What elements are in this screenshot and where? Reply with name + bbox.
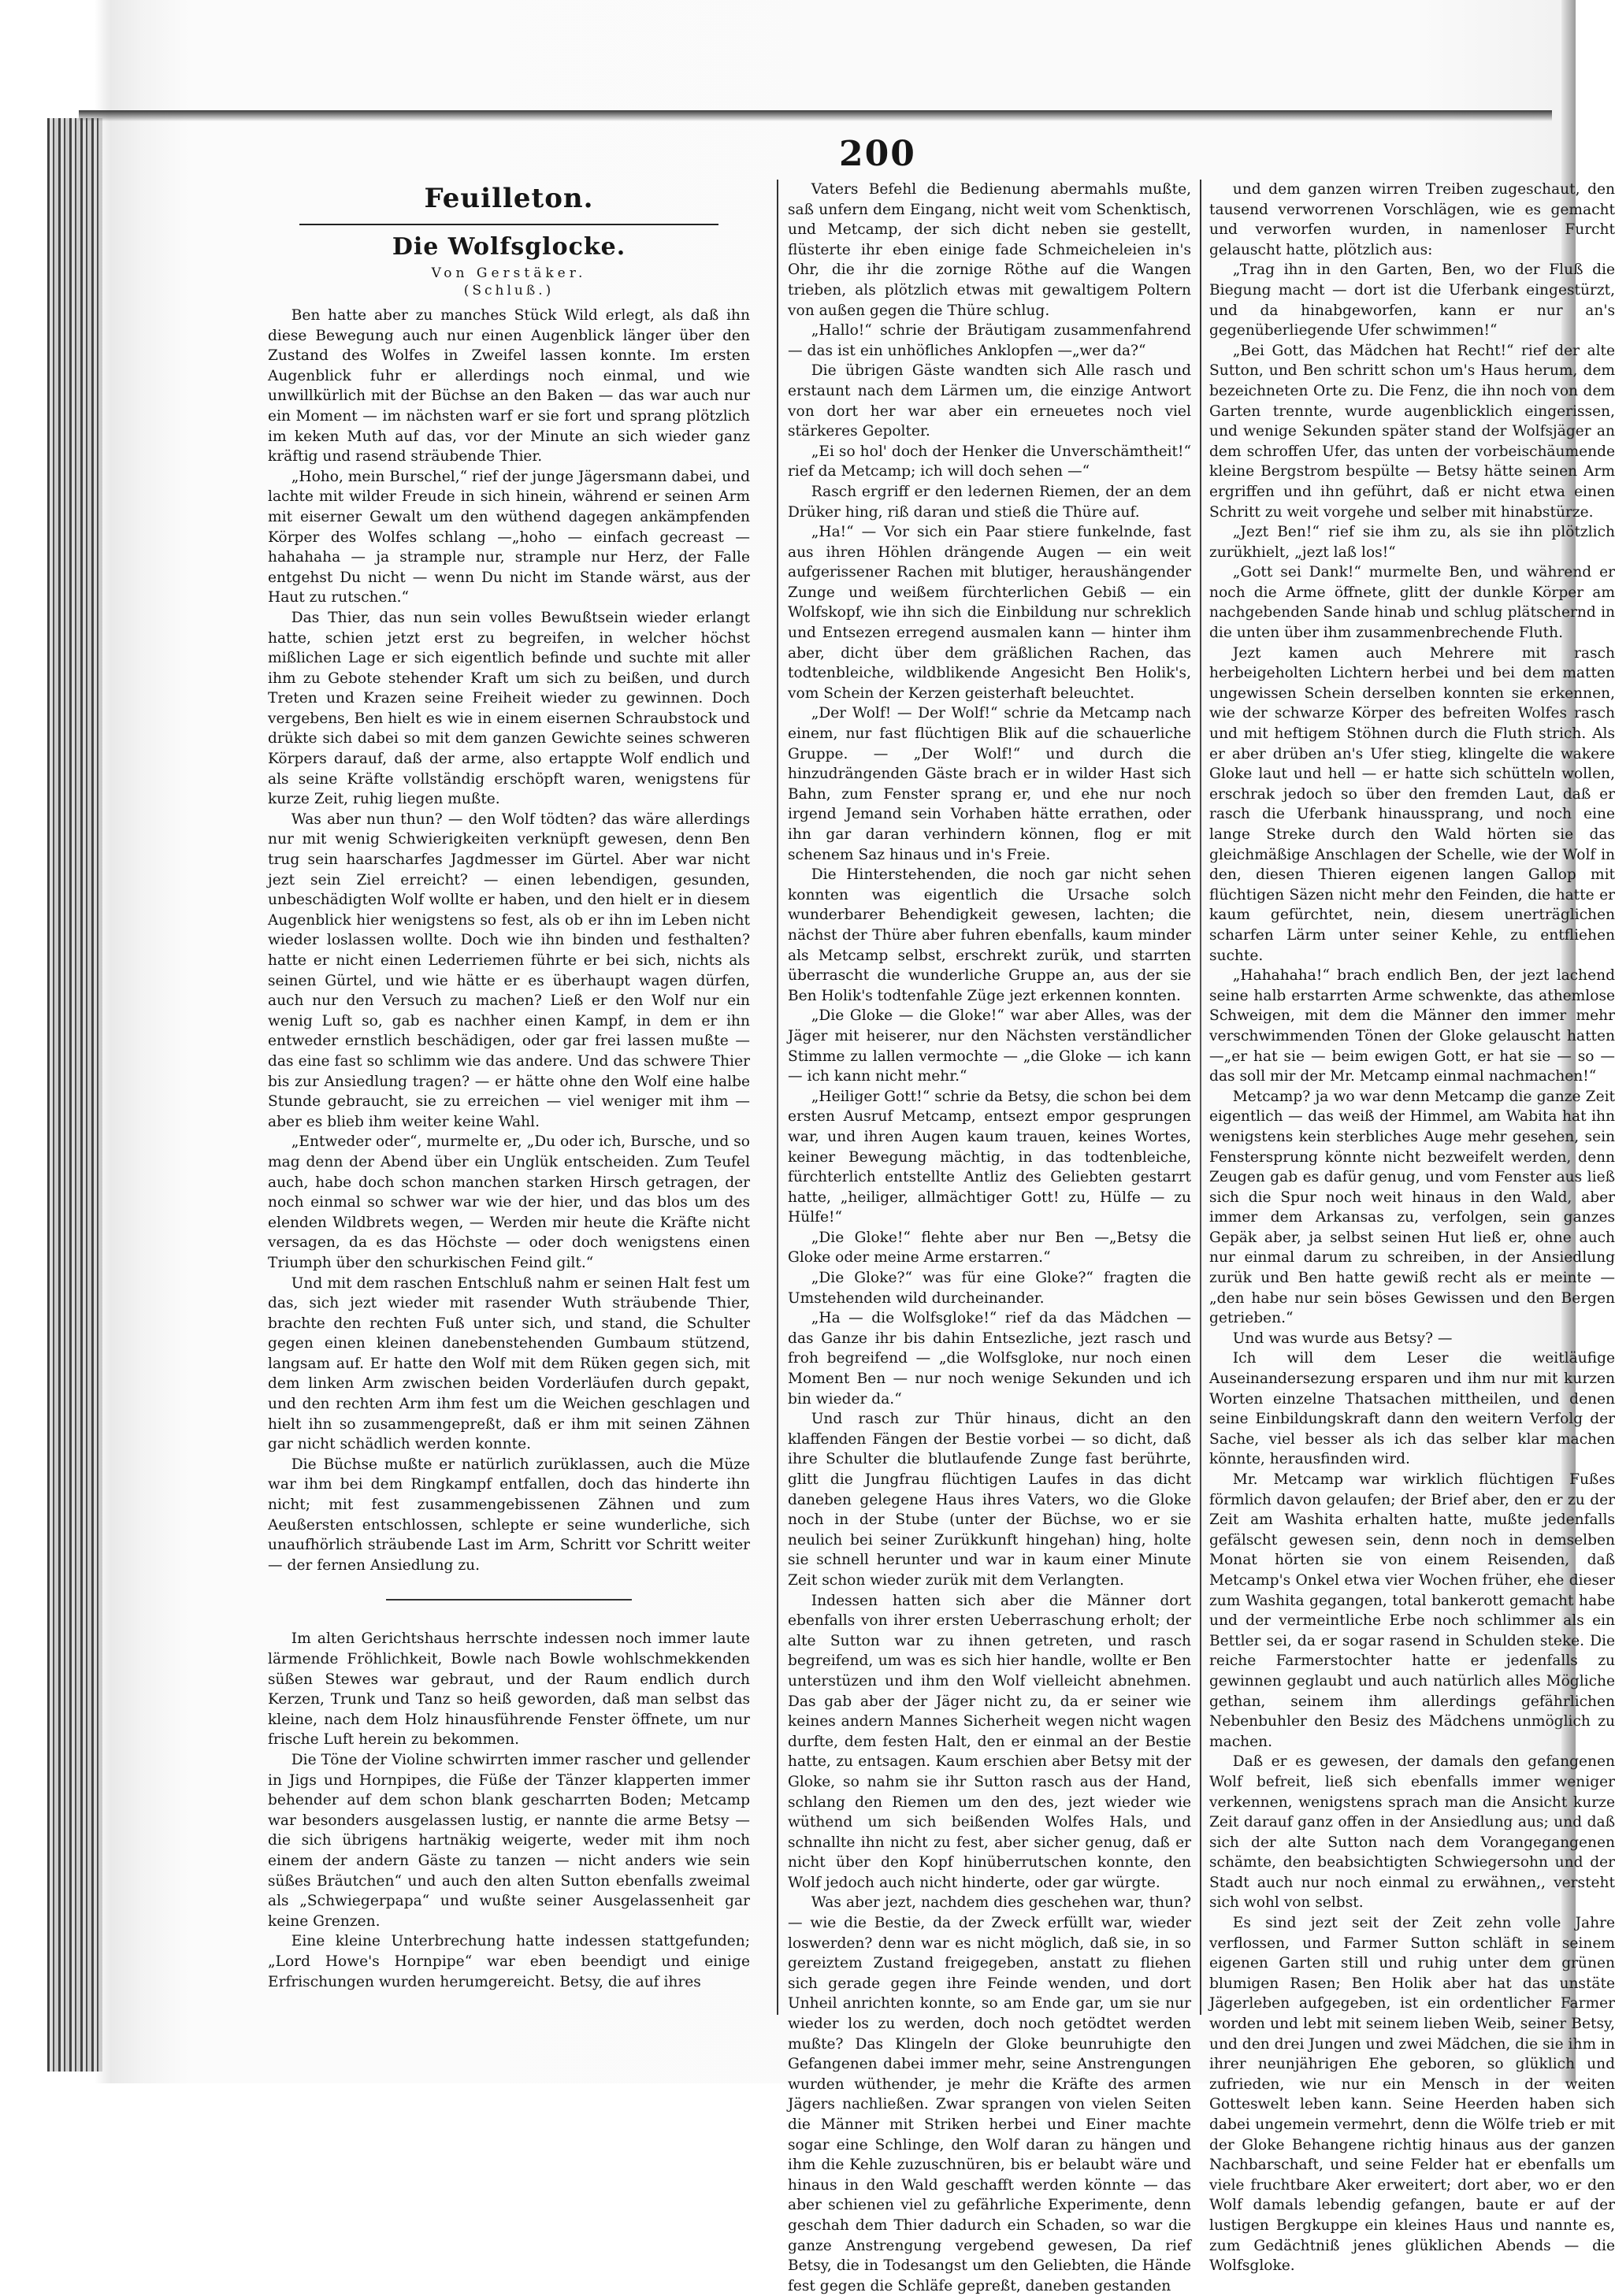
title-divider xyxy=(299,224,718,225)
conclusion-note: (Schluß.) xyxy=(463,283,555,299)
paragraph: und dem ganzen wirren Treiben zugeschaut, den tausend verworrenen Vorschlägen, wie es gemacht und verworfen wurden, in namenloser Furcht gelauscht hatte, plötzlich aus: xyxy=(1209,181,1615,258)
paragraph: Und rasch zur Thür hinaus, dicht an den klaffenden Fängen der Bestie vorbei — so dicht, daß ihre Schulter die blutlaufende Zunge fast berührte, glitt die Jungfrau flüchtigen Laufes in das dicht daneben gelegene Haus ihres Vaters, wo die Gloke noch in der Stube (unter der Büchse, wo er sie neulich bei seiner Zurükkunft hingehan) hing, holte sie schnell herunter und war in kaum einer Minute Zeit schon wieder zurük mit dem Verlangten. xyxy=(788,1411,1191,1589)
paragraph: „Jezt Ben!“ rief sie ihm zu, als sie ihn plötzlich zurükhielt, „jezt laß los!“ xyxy=(1209,524,1615,561)
paragraph: Rasch ergriff er den ledernen Riemen, der an dem Drüker hing, riß daran und stieß die Thüre auf. xyxy=(788,483,1191,521)
paragraph: Was aber nun thun? — den Wolf tödten? das wäre allerdings nur mit wenig Schwierigkeiten verknüpft gewesen, denn Ben trug sein haarscharfes Jagdmesser im Gürtel. Aber war nicht jezt sein Ziel erreicht? — einen lebendigen, gesunden, unbeschädigten Wolf wollte er haben, und den hielt er in diesem Augenblick hier wenigstens so fest, als ob er ihn im Leben nicht wieder loslassen wollte. Doch wie ihn binden und festhalten? hatte er nicht einen Lederriemen führte er bei sich, nichts als seinen Gürtel, und wie hätte er es überhaupt wagen dürfen, auch nur den Versuch zu machen? Ließ er den Wolf nur ein wenig Luft so, gab es nachher einen Kampf, in dem er ihn entweder ernstlich beschädigen, oder gar frei lassen mußte — das eine fast so schlimm wie das andere. Und das schwere Thier bis zur Ansiedlung tragen? — er hätte ohne den Wolf eine halbe Stunde gebraucht, sie zu erreichen — viel weniger mit ihm — aber es blieb ihm weiter keine Wahl. xyxy=(268,810,750,1130)
paragraph: Und mit dem raschen Entschluß nahm er seinen Halt fest um das, sich jezt wieder mit rasender Wuth sträubende Thier, brachte den rechten Fuß unter sich, und stand, die Schulter gegen einen kleinen danebenstehenden Gumbaum stützend, langsam auf. Er hatte den Wolf mit dem Rüken gegen sich, mit dem linken Arm zwischen beiden Vorderläufen durch gepakt, und den rechten Arm ihm fest um die Weichen geschlagen und hielt ihn so zusammengepreßt, daß er ihm mit seinen Zähnen gar nicht schädlich werden konnte. xyxy=(268,1274,750,1453)
paragraph: Es sind jezt seit der Zeit zehn volle Jahre verflossen, und Farmer Sutton schläft in seinem eigenen Garten still und ruhig unter dem grünen blumigen Rasen; Ben Holik aber hat das unstäte Jägerleben aufgegeben, ist ein ordentlicher Farmer worden und lebt mit seinem lieben Weib, seiner Betsy, und den drei Jungen und zwei Mädchen, die sie ihm in ihrer neunjährigen Ehe geboren, so glüklich und zufrieden, wie nur ein Mensch in der weiten Gotteswelt leben kann. Seine Heerden haben sich dabei ungemein vermehrt, denn die Wölfe trieb er mit der Gloke Behangene richtig hinaus aus der ganzen Nachbarschaft, und seine Felder hat er ebenfalls um viele fruchtbare Aker erweitert; dort aber, wo er den Wolf damals lebendig gefangen, baute er auf der lustigen Bergkuppe ein kleines Haus und nannte es, zum Gedächtniß jenes glüklichen Abends — die Wolfsgloke. xyxy=(1209,1915,1615,2275)
story-part-1 xyxy=(268,306,750,1575)
book-binding-edge xyxy=(47,118,102,2072)
paragraph: Jezt kamen auch Mehrere mit rasch herbeigeholten Lichtern herbei und bei dem matten ungewissen Schein derselben konnten sie erkennen, wie der schwarze Körper des befreiten Wolfes rasch und mit heftigem Stöhnen durch die Fluth strich. Als er aber drüben an's Ufer stieg, klingelte die wakere Gloke laut und hell — er hatte sich schütteln wollen, erschrak jedoch so über den fremden Laut, daß er rasch die Uferbank hinaussprang, und noch eine lange Streke durch den Wald hörten sie das gleichmäßige Anschlagen der Schelle, wie der Wolf in den, diesen Thieren eigenen langen Gallop mit flüchtigen Säzen nicht mehr den Feinden, die hatte er kaum gefürchtet, nein, diesem unerträglichen scharfen Lärm unter seiner Kehle, zu entfliehen suchte. xyxy=(1209,644,1615,964)
story-part-2 xyxy=(268,1629,750,1992)
paragraph: Im alten Gerichtshaus herrschte indessen noch immer laute lärmende Fröhlichkeit, Bowle nach Bowle wohlschmekkenden süßen Stewes war gebraut, und der Raum endlich durch Kerzen, Trunk und Tanz so heiß geworden, daß man selbst das kleine, nach dem Holz hinausführende Fenster öffnete, um nur frische Luft herein zu bekommen. xyxy=(268,1630,750,1749)
author-line: Von Gerstäker. xyxy=(431,265,587,281)
paragraph: Ich will dem Leser die weitläufige Auseinandersezung ersparen und ihm nur mit kurzen Worten einzelne Thatsachen mittheilen, und denen seine Einbildungskraft dann den weitern Verfolg der Sache, viel besser als ich das selber klar machen könnte, herausfinden wird. xyxy=(1209,1350,1615,1468)
paragraph: Vaters Befehl die Bedienung abermahls mußte, saß unfern dem Eingang, nicht weit vom Schenktisch, und Metcamp, der sich dicht neben sie gestellt, flüsterte ihr eben einige fade Schmeicheleien in's Ohr, die ihr die zornige Röthe auf die Wangen trieben, als plötzlich etwas mit gewaltigem Poltern von außen gegen die Thüre schlug. xyxy=(788,181,1191,319)
column-rule-1 xyxy=(777,180,778,2015)
paragraph: Mr. Metcamp war wirklich flüchtigen Fußes förmlich davon gelaufen; der Brief aber, den er zu der Zeit am Washita erhalten hatte, mußte jedenfalls gefälscht gewesen sein, denn noch in demselben Monat hörten sie von einem Reisenden, daß Metcamp's Onkel etwa vier Wochen früher, ehe dieser zum Washita gegangen, total bankerott gemacht habe und der vermeintliche Erbe noch schlimmer als ein Bettler sei, da er sogar rasend in Schulden steke. Die reiche Farmerstochter hatte er jedenfalls zu gewinnen geglaubt und auch natürlich alles Mögliche gethan, seinem ihm allerdings gefährlichen Nebenbuhler den Besiz des Mädchens unmöglich zu machen. xyxy=(1209,1471,1615,1750)
paragraph: Die Hinterstehenden, die noch gar nicht sehen konnten was eigentlich die Ursache solch wunderbarer Behendigkeit gewesen, lachten; die nächst der Thüre aber fuhren ebenfalls, kaum minder als Metcamp selbst, erschrekt zurük, und starrten überrascht die wunderliche Gruppe an, aus der sie Ben Holik's todtenfahle Züge jezt erkennen konnten. xyxy=(788,866,1191,1004)
paragraph: „Gott sei Dank!“ murmelte Ben, und während er noch die Arme öffnete, glitt der dunkle Körper am nachgebenden Sande hinab und schlug plätschernd in die unten über ihm zusammenbrechende Fluth. xyxy=(1209,564,1615,642)
paragraph: „Die Gloke — die Gloke!“ war aber Alles, was der Jäger mit heiserer, nur den Nächsten verständlicher Stimme zu lallen vermochte — „die Gloke — ich kann — ich kann nicht mehr.“ xyxy=(788,1007,1191,1085)
page-number: 200 xyxy=(839,134,916,174)
paragraph: Die Büchse mußte er natürlich zurüklassen, auch die Müze war ihm bei dem Ringkampf entfallen, doch das hinderte ihn nicht; mit fest zusammengebissenen Zähnen und zum Aeußersten entschlossen, schlepte er seine wunderliche, sich unaufhörlich sträubende Last im Arm, Schritt vor Schritt weiter — der fernen Ansiedlung zu. xyxy=(268,1456,750,1574)
paragraph: „Hahahaha!“ brach endlich Ben, der jezt lachend seine halb erstarrten Arme schwenkte, das athemlose Schweigen, mit dem die Männer den immer mehr verschwimmenden Tönen der Gloke gelauscht hatten —„er hat sie — beim ewigen Gott, er hat sie — so — das soll mir der Mr. Metcamp einmal nachmachen!“ xyxy=(1209,967,1615,1085)
paragraph: „Hallo!“ schrie der Bräutigam zusammenfahrend — das ist ein unhöfliches Anklopfen —„wer da?“ xyxy=(788,322,1191,359)
page-body xyxy=(102,118,1615,2294)
paragraph: Daß er es gewesen, der damals den gefangenen Wolf befreit, ließ sich ebenfalls immer weniger verkennen, wenigstens sprach man die Ansicht kurze Zeit darauf ganz offen in der Ansiedlung aus; und daß sich der alte Sutton nach dem Vorangegangenen schämte, den beabsichtigten Schwiegersohn und der Stadt auch nur noch einmal zu erwähnen,, versteht sich wohl von selbst. xyxy=(1209,1753,1615,1912)
column-rule-2 xyxy=(1200,180,1201,2015)
paragraph: Ben hatte aber zu manches Stück Wild erlegt, als daß ihn diese Bewegung auch nur einen Augenblick länger über den Zustand des Wolfes in Zweifel lassen konnte. Im ersten Augenblick fuhr er allerdings noch einmal, und wie unwillkürlich mit der Büchse an den Baken — das war auch nur ein Moment — im nächsten warf er sie fort und sprang plötzlich im keken Muth auf das, vor der Minute an sich wieder ganz kräftig und rasend sträubende Thier. xyxy=(268,307,750,466)
paragraph: „Trag ihn in den Garten, Ben, wo der Fluß die Biegung macht — dort ist die Uferbank eingestürzt, und da hinabgeworfen, kann er nur an's gegenüberliegende Ufer schwimmen!“ xyxy=(1209,261,1615,339)
paragraph: „Der Wolf! — Der Wolf!“ schrie da Metcamp nach einem, nur fast flüchtigen Blik auf die schauerliche Gruppe. — „Der Wolf!“ und durch die hinzudrängenden Gäste brach er in wilder Hast sich Bahn, zum Fenster sprang er, und ehe nur noch irgend Jemand sein Vorhaben hätte errathen, oder ihn gar daran verhindern können, flog er mit schenem Saz hinaus und in's Freie. xyxy=(788,705,1191,863)
section-title: Feuilleton. xyxy=(424,183,594,214)
paragraph: „Ha — die Wolfsgloke!“ rief da das Mädchen — das Ganze ihr bis dahin Entsezliche, jezt rasch und froh begreifend — „die Wolfsgloke, nur noch einen Moment Ben — nur noch wenige Sekunden und ich bin wieder da.“ xyxy=(788,1310,1191,1408)
column-1 xyxy=(268,180,750,2054)
paragraph: Die übrigen Gäste wandten sich Alle rasch und erstaunt nach dem Lärmen um, die einzige Antwort von dort her war aber ein erneuetes noch viel stärkeres Gepolter. xyxy=(788,362,1191,440)
column-3 xyxy=(1209,180,1615,2275)
paragraph: Indessen hatten sich aber die Männer dort ebenfalls von ihrer ersten Ueberraschung erholt; der alte Sutton war zu ihnen getreten, und rasch begreifend, um was es sich hier handle, wollte er Ben unterstüzen und ihm den Wolf vielleicht abnehmen. Das gab aber der Jäger nicht zu, da er seiner wie keines andern Mannes Sicherheit wegen nicht wagen durfte, dem festen Halt, den er einmal an der Bestie hatte, zu entsagen. Kaum erschien aber Betsy mit der Gloke, so nahm sie ihr Sutton rasch aus der Hand, schlang den Riemen um den des, jezt wieder wie wüthend um sich beißenden Wolfes Hals, und schnallte ihn nicht zu fest, aber sicher genug, daß er nicht über den Kopf hinüberrutschen konnte, den Wolf jedoch auch nicht hinderte, oder gar würgte. xyxy=(788,1592,1191,1891)
paragraph: „Heiliger Gott!“ schrie da Betsy, die schon bei dem ersten Ausruf Metcamp, entsezt empor gesprungen war, und ihren Augen kaum trauen, keines Wortes, keiner Bewegung mächtig, in das todtenbleiche, fürchterlich entstellte Antliz des Geliebten gestarrt hatte, „heiliger, allmächtiger Gott! zu, Hülfe — zu Hülfe!“ xyxy=(788,1088,1191,1226)
paragraph: „Ha!“ — Vor sich ein Paar stiere funkelnde, fast aus ihren Höhlen drängende Augen — ein weit aufgerissener Rachen mit blutiger, heraushängender Zunge und weißem fürchterlichen Gebiß — ein Wolfskopf, wie ihn sich die Einbildung nur schreklich und Entsezen erregend ausmalen kann — hinter ihm aber, dicht über dem gräßlichen Rachen, das todtenbleiche, wildblikende Angesicht Ben Holik's, vom Schein der Kerzen geisterhaft beleuchtet. xyxy=(788,524,1191,702)
column-2 xyxy=(788,180,1191,2294)
paragraph: Eine kleine Unterbrechung hatte indessen stattgefunden; „Lord Howe's Hornpipe“ war eben beendigt und einige Erfrischungen wurden herumgereicht. Betsy, die auf ihres xyxy=(268,1933,750,1990)
paragraph: „Die Gloke?“ was für eine Gloke?“ fragten die Umstehenden wild durcheinander. xyxy=(788,1270,1191,1307)
paragraph: „Hoho, mein Burschel,“ rief der junge Jägersmann dabei, und lachte mit wilder Freude in sich hinein, während er seinen Arm mit eiserner Gewalt um den wüthend dagegen ankämpfenden Körper des Wolfes schlang —„hoho — einfach gecreast — hahahaha — ja strample nur, strample nur Herz, der Falle entgehst Du nicht — wenn Du nicht im Stande wärst, aus der Haut zu rutschen.“ xyxy=(268,468,750,606)
paragraph: „Die Gloke!“ flehte aber nur Ben —„Betsy die Gloke oder meine Arme erstarren.“ xyxy=(788,1229,1191,1267)
paragraph: Und was wurde aus Betsy? — xyxy=(1232,1330,1453,1347)
paragraph: „Ei so hol' doch der Henker die Unverschämtheit!“ rief da Metcamp; ich will doch sehen —“ xyxy=(788,443,1191,480)
paragraph: „Entweder oder“, murmelte er, „Du oder ich, Bursche, und so mag denn der Abend über ein Unglük entscheiden. Zum Teufel auch, habe doch schon manchen starken Hirsch getragen, der noch einmal so schwer war wie der hier, und das blos um des elenden Wildbrets wegen, — Werden mir heute die Kräfte nicht versagen, da es das Höchste — oder doch wenigstens einen Triumph über den schurkischen Feind gilt.“ xyxy=(268,1133,750,1271)
paragraph: Das Thier, das nun sein volles Bewußtsein wieder erlangt hatte, schien jetzt erst zu begreifen, in welcher höchst mißlichen Lage er sich eigentlich befinde und suchte mit aller ihm zu Gebote stehender Kraft um sich zu beißen, und durch Treten und Krazen seine Freiheit wieder zu gewinnen. Doch vergebens, Ben hielt es wie in einem eisernen Schraubstock und drükte sich dabei so mit dem ganzen Gewichte seines schweren Körpers darauf, daß der arme, also ertappte Wolf endlich und als seine Kräfte vollständig erschöpft waren, wenigstens für kurze Zeit, ruhig liegen mußte. xyxy=(268,609,750,808)
story-title: Die Wolfsglocke. xyxy=(392,233,626,261)
paragraph: Was aber jezt, nachdem dies geschehen war, thun? — wie die Bestie, da der Zweck erfüllt war, wieder loswerden? denn war es nicht möglich, daß sie, in so gereiztem Zustand freigegeben, anstatt zu fliehen sich gerade gegen ihre Feinde wenden, und dort Unheil anrichten konnte, so am Ende gar, um sie nur wieder los zu werden, doch noch getödtet werden mußte? Das Klingeln der Gloke beunruhigte den Gefangenen dabei immer mehr, seine Anstrengungen wurden wüthender, je mehr die Kräfte des armen Jägers nachließen. Zwar sprangen von vielen Seiten die Männer mit Striken herbei und Einer machte sogar eine Schlinge, den Wolf daran zu hängen und ihm die Kehle zuzuschnüren, bis er belaubt wäre und hinaus in den Wald geschafft werden könnte — das aber schienen viel zu gefährliche Experimente, denn geschah dem Thier dadurch ein Schaden, so war die ganze Anstrengung vergebend gewesen, Da rief Betsy, die in Todesangst um den Geliebten, die Hände fest gegen die Schläfe gepreßt, daneben gestanden xyxy=(788,1894,1191,2294)
section-separator xyxy=(386,1599,632,1601)
paragraph: Metcamp? ja wo war denn Metcamp die ganze Zeit eigentlich — das weiß der Himmel, am Wabita hat ihn wenigstens kein sterbliches Auge mehr gesehen, sein Fenstersprung könnte nicht bezweifelt werden, denn Zeugen gab es dafür genug, und vom Fenster aus ließ sich die Spur noch weit hinaus in den Wald, aber immer dem Arkansas zu, verfolgen, sein ganzes Gepäk aber, ja selbst seinen Hut ließ er, ohne auch nur einmal darum zu schreiben, in der Ansiedlung zurük und Ben hatte gewiß recht als er meinte — „den habe nur sein böses Gewissen und den Bergen getrieben.“ xyxy=(1209,1088,1615,1327)
paragraph: Die Töne der Violine schwirrten immer rascher und gellender in Jigs und Hornpipes, die Füße der Tänzer klapperten immer behender auf dem schon blank gescharrten Boden; Metcamp war besonders ausgelassen lustig, er nannte die arme Betsy — die sich übrigens hartnäkig weigerte, weder mit ihm noch einem der andern Gäste zu tanzen — nicht anders wie sein süßes Bräutchen“ und auch den alten Sutton ebenfalls zweimal als „Schwiegerpapa“ und wußte seiner Ausgelassenheit gar keine Grenzen. xyxy=(268,1751,751,1930)
paragraph: „Bei Gott, das Mädchen hat Recht!“ rief der alte Sutton, und Ben schritt schon um's Haus herum, dem bezeichneten Orte zu. Die Fenz, die ihn noch von dem Garten trennte, wurde augenblicklich eingerissen, und wenige Sekunden später stand der Wolfsjäger an dem schroffen Ufer, das unten der vorbeischäumende kleine Bergstrom bespülte — Betsy hätte seinen Arm ergriffen und ihn geführt, daß er nicht etwa einen Schritt zu weit vorgehe und selber mit hinabstürze. xyxy=(1209,342,1615,521)
